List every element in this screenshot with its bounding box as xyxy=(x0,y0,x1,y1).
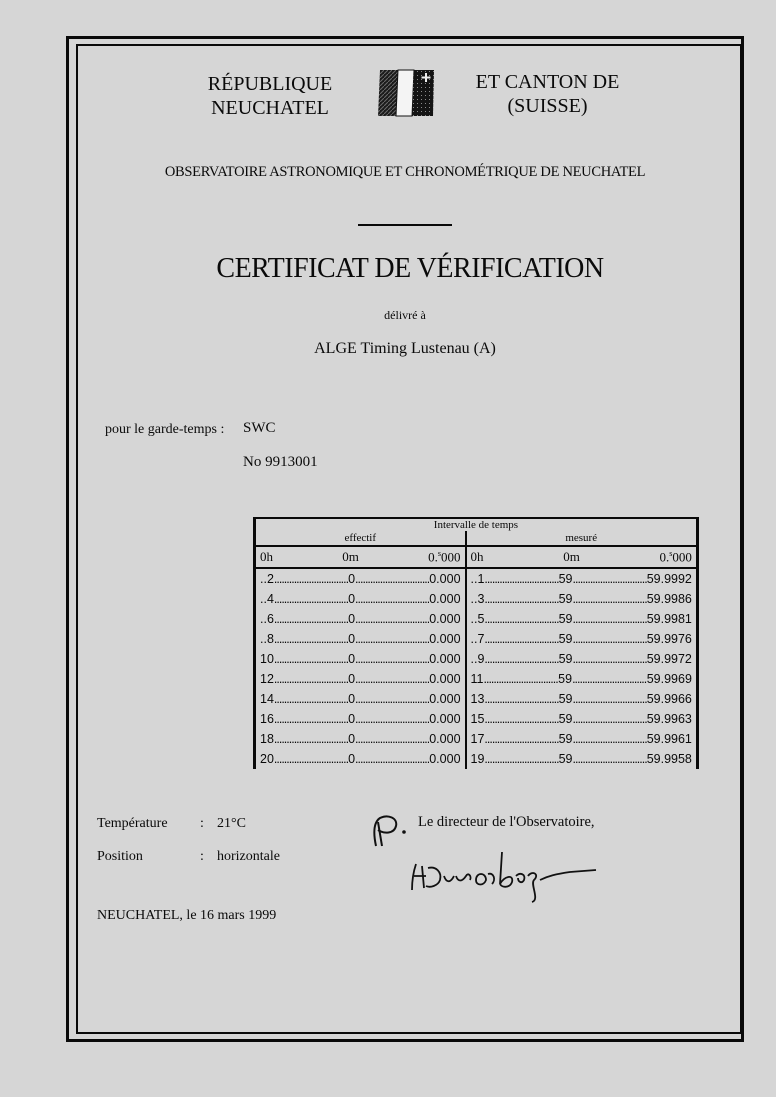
effective-minutes: 0 xyxy=(348,652,356,666)
dot-leader: .............................. xyxy=(572,652,647,666)
measured-hours: ..3 xyxy=(470,592,485,606)
measured-minutes: 59 xyxy=(558,652,573,666)
dot-leader: .............................. xyxy=(273,692,349,706)
measured-hours: 11 xyxy=(470,672,484,686)
column-header: 0.$^s$000 xyxy=(428,548,461,565)
effective-minutes: 0 xyxy=(348,572,356,586)
dot-leader: .............................. xyxy=(484,752,559,766)
dot-leader: .............................. xyxy=(572,632,647,646)
effective-seconds: 0.000 xyxy=(429,752,461,766)
effective-seconds: 0.000 xyxy=(429,732,461,746)
measured-hours: ..9 xyxy=(470,652,485,666)
dot-leader: .............................. xyxy=(484,632,559,646)
measured-hours: ..1 xyxy=(470,572,485,586)
institution-name: OBSERVATOIRE ASTRONOMIQUE ET CHRONOMÉTRIQUE DE NEUCHATEL xyxy=(164,164,646,180)
measured-hours: 19 xyxy=(470,752,485,766)
effective-minutes: 0 xyxy=(348,692,356,706)
measured-minutes: 59 xyxy=(558,672,573,686)
dot-leader: .............................. xyxy=(484,572,559,586)
measured-seconds: 59.9986 xyxy=(646,592,692,606)
effective-minutes: 0 xyxy=(348,672,356,686)
effective-hours: 16 xyxy=(260,712,274,726)
dot-leader: .............................. xyxy=(572,692,647,706)
measured-minutes: 59 xyxy=(558,752,573,766)
dot-leader: .............................. xyxy=(484,652,559,666)
measured-interval xyxy=(466,669,698,689)
table-row xyxy=(255,589,698,609)
effective-interval xyxy=(255,589,466,609)
dot-leader: .............................. xyxy=(484,712,559,726)
effective-minutes: 0 xyxy=(348,752,356,766)
position-value: horizontale xyxy=(217,849,280,864)
dot-leader: .............................. xyxy=(484,612,559,626)
dot-leader: .............................. xyxy=(355,732,430,746)
dot-leader: .............................. xyxy=(572,672,647,686)
dot-leader: .............................. xyxy=(273,592,349,606)
divider xyxy=(358,224,452,226)
dot-leader: .............................. xyxy=(484,732,559,746)
dot-leader: .............................. xyxy=(355,752,430,766)
dot-leader: .............................. xyxy=(355,572,430,586)
neuchatel-flag-icon xyxy=(376,66,436,119)
dot-leader: .............................. xyxy=(273,752,349,766)
table-row xyxy=(255,709,698,729)
table-caption: Intervalle de temps xyxy=(255,518,698,531)
table-row xyxy=(255,749,698,769)
dot-leader: .............................. xyxy=(355,712,430,726)
effective-interval xyxy=(255,649,466,669)
effective-hours: 14 xyxy=(260,692,274,706)
effective-seconds: 0.000 xyxy=(429,692,461,706)
dot-leader: .............................. xyxy=(572,752,647,766)
measured-interval xyxy=(466,709,698,729)
effective-hours: ..6 xyxy=(260,612,274,626)
time-interval-table xyxy=(253,517,699,769)
measured-seconds: 59.9961 xyxy=(646,732,692,746)
effective-minutes: 0 xyxy=(348,592,356,606)
dot-leader: .............................. xyxy=(572,592,647,606)
dot-leader: .............................. xyxy=(484,592,559,606)
effective-column-headers xyxy=(255,546,466,568)
effective-interval xyxy=(255,729,466,749)
effective-hours: ..2 xyxy=(260,572,274,586)
dot-leader: .............................. xyxy=(273,712,349,726)
effective-interval xyxy=(255,629,466,649)
effective-seconds: 0.000 xyxy=(429,572,461,586)
header-left xyxy=(190,72,350,120)
table-row xyxy=(255,649,698,669)
header-canton: ET CANTON DE xyxy=(475,71,620,93)
effective-minutes: 0 xyxy=(348,612,356,626)
table-row xyxy=(255,729,698,749)
dot-leader: .............................. xyxy=(355,652,430,666)
dot-leader: .............................. xyxy=(572,712,647,726)
table-row xyxy=(255,609,698,629)
table-row xyxy=(255,669,698,689)
measured-interval xyxy=(466,749,698,769)
header-neuchatel: NEUCHATEL xyxy=(211,97,329,119)
dot-leader: .............................. xyxy=(572,612,647,626)
measured-interval xyxy=(466,609,698,629)
dot-leader: .............................. xyxy=(273,672,349,686)
dot-leader: .............................. xyxy=(355,632,430,646)
serial-number: No 9913001 xyxy=(243,454,318,470)
measured-interval xyxy=(466,649,698,669)
table-row xyxy=(255,629,698,649)
measured-seconds: 59.9969 xyxy=(646,672,692,686)
measured-seconds: 59.9958 xyxy=(646,752,692,766)
effective-hours: 20 xyxy=(260,752,274,766)
effective-hours: ..8 xyxy=(260,632,274,646)
dot-leader: .............................. xyxy=(355,612,430,626)
dot-leader: .............................. xyxy=(355,672,430,686)
measured-minutes: 59 xyxy=(558,612,573,626)
dot-leader: .............................. xyxy=(355,692,430,706)
column-header: 0h xyxy=(260,548,273,564)
effective-seconds: 0.000 xyxy=(429,712,461,726)
place-and-date: NEUCHATEL, le 16 mars 1999 xyxy=(97,908,277,923)
temperature-separator: : xyxy=(200,816,204,831)
dot-leader: .............................. xyxy=(355,592,430,606)
dot-leader: .............................. xyxy=(572,572,647,586)
group-effective: effectif xyxy=(255,531,466,546)
column-header: 0.$^s$000 xyxy=(659,548,692,565)
dot-leader: .............................. xyxy=(273,572,349,586)
column-header: 0m xyxy=(342,548,359,564)
recipient-name: ALGE Timing Lustenau (A) xyxy=(314,340,496,357)
effective-hours: 12 xyxy=(260,672,274,686)
measured-seconds: 59.9972 xyxy=(646,652,692,666)
measured-seconds: 59.9963 xyxy=(646,712,692,726)
effective-hours: 18 xyxy=(260,732,274,746)
effective-interval xyxy=(255,669,466,689)
measured-seconds: 59.9966 xyxy=(646,692,692,706)
column-header: 0m xyxy=(563,548,580,564)
effective-seconds: 0.000 xyxy=(429,592,461,606)
measured-seconds: 59.9976 xyxy=(646,632,692,646)
dot-leader: .............................. xyxy=(273,732,349,746)
effective-minutes: 0 xyxy=(348,632,356,646)
effective-interval xyxy=(255,689,466,709)
timekeeper-label: pour le garde-temps : xyxy=(105,422,225,437)
measured-hours: 13 xyxy=(470,692,485,706)
measured-minutes: 59 xyxy=(558,692,573,706)
effective-interval xyxy=(255,609,466,629)
measured-minutes: 59 xyxy=(558,732,573,746)
measured-hours: ..7 xyxy=(470,632,485,646)
effective-minutes: 0 xyxy=(348,712,356,726)
temperature-label: Température xyxy=(97,816,168,831)
measured-interval xyxy=(466,729,698,749)
header-right xyxy=(460,70,635,118)
measured-hours: 15 xyxy=(470,712,485,726)
effective-hours: ..4 xyxy=(260,592,274,606)
certificate-title: CERTIFICAT DE VÉRIFICATION xyxy=(216,253,604,284)
effective-minutes: 0 xyxy=(348,732,356,746)
measured-interval xyxy=(466,589,698,609)
position-label: Position xyxy=(97,849,143,864)
measured-interval xyxy=(466,568,698,589)
measured-seconds: 59.9992 xyxy=(646,572,692,586)
dot-leader: .............................. xyxy=(484,692,559,706)
measured-hours: ..5 xyxy=(470,612,485,626)
dot-leader: .............................. xyxy=(273,612,349,626)
header-republique: RÉPUBLIQUE xyxy=(207,73,333,95)
measured-minutes: 59 xyxy=(558,572,573,586)
group-measured: mesuré xyxy=(466,531,698,546)
measured-seconds: 59.9981 xyxy=(646,612,692,626)
effective-seconds: 0.000 xyxy=(429,652,461,666)
measured-minutes: 59 xyxy=(558,712,573,726)
dot-leader: .............................. xyxy=(273,652,349,666)
header-suisse: (SUISSE) xyxy=(507,95,588,117)
measured-interval xyxy=(466,689,698,709)
column-header: 0h xyxy=(470,548,484,564)
effective-interval xyxy=(255,709,466,729)
delivered-to-label: délivré à xyxy=(384,308,426,322)
director-title: Le directeur de l'Observatoire, xyxy=(418,814,595,830)
position-separator: : xyxy=(200,849,204,864)
measured-column-headers xyxy=(466,546,698,568)
dot-leader: .............................. xyxy=(572,732,647,746)
timekeeper-model: SWC xyxy=(243,420,276,436)
effective-interval xyxy=(255,568,466,589)
measured-hours: 17 xyxy=(470,732,485,746)
table-row xyxy=(255,689,698,709)
effective-seconds: 0.000 xyxy=(429,672,461,686)
measured-minutes: 59 xyxy=(558,632,573,646)
measured-minutes: 59 xyxy=(558,592,573,606)
dot-leader: .............................. xyxy=(273,632,349,646)
measured-interval xyxy=(466,629,698,649)
effective-interval xyxy=(255,749,466,769)
temperature-value: 21°C xyxy=(217,816,246,831)
effective-seconds: 0.000 xyxy=(429,612,461,626)
dot-leader: .............................. xyxy=(483,672,558,686)
table-row xyxy=(255,568,698,589)
effective-seconds: 0.000 xyxy=(429,632,461,646)
effective-hours: 10 xyxy=(260,652,274,666)
